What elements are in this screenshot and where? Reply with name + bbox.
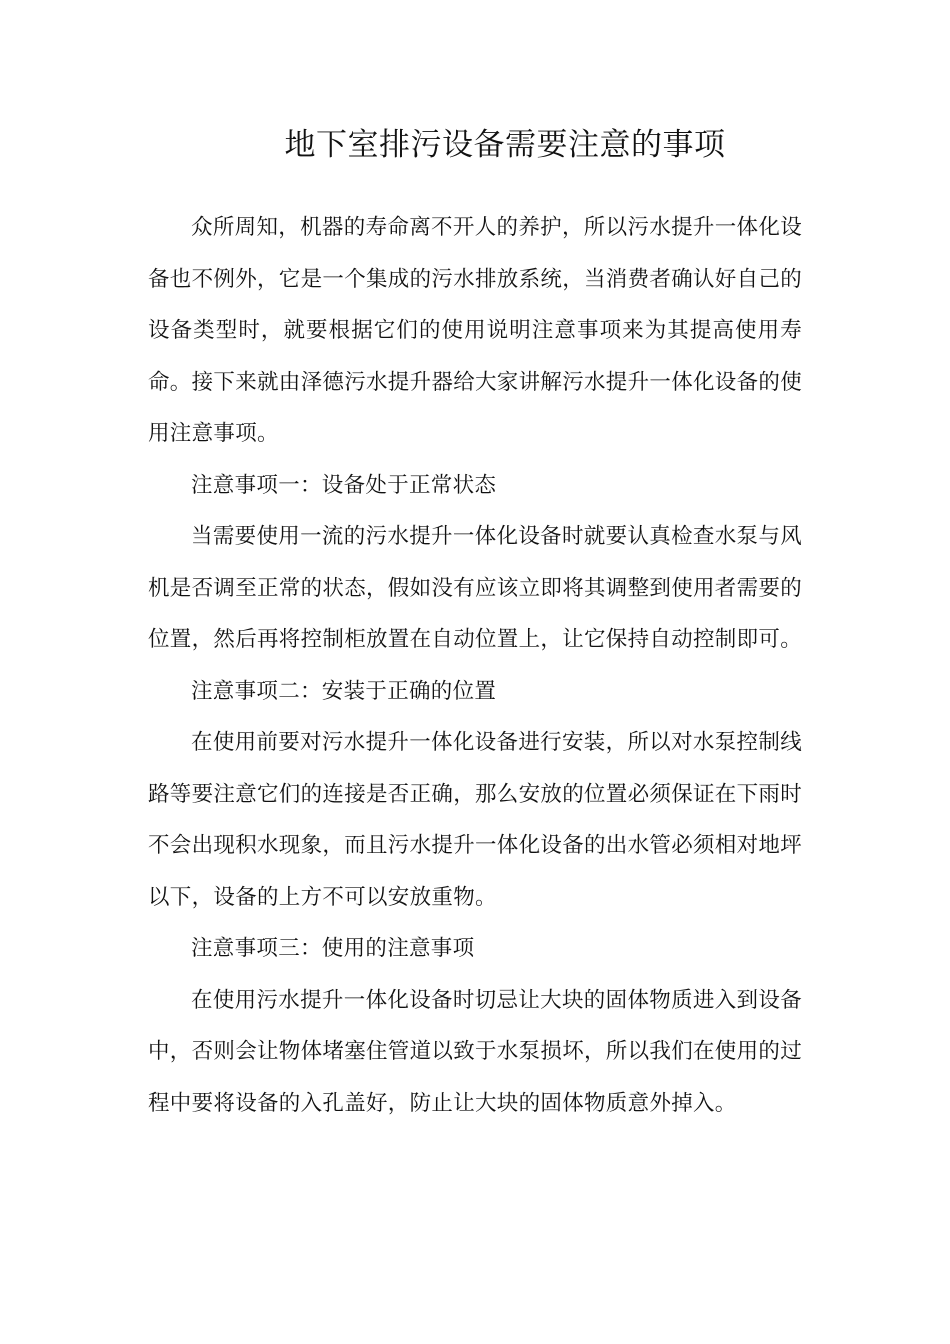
document-title: 地下室排污设备需要注意的事项 bbox=[284, 127, 726, 163]
section-paragraph-3: 在使用污水提升一体化设备时切忌让大块的固体物质进入到设备中，否则会让物体堵塞住管道以致于水泵损坏，所以我们在使用的过程中要将设备的入孔盖好，防止让大块的固体物质意外掉入。 bbox=[148, 987, 803, 1116]
section-heading-1: 注意事项一：设备处于正常状态 bbox=[191, 472, 497, 498]
document-body bbox=[148, 202, 802, 1129]
intro-paragraph: 众所周知，机器的寿命离不开人的养护，所以污水提升一体化设备也不例外，它是一个集成的污水排放系统，当消费者确认好自己的设备类型时，就要根据它们的使用说明注意事项来为其提高使用寿命。接下来就由泽德污水提升器给大家讲解污水提升一体化设备的使用注意事项。 bbox=[148, 215, 803, 446]
section-paragraph-2: 在使用前要对污水提升一体化设备进行安装，所以对水泵控制线路等要注意它们的连接是否正确，那么安放的位置必须保证在下雨时不会出现积水现象，而且污水提升一体化设备的出水管必须相对地坪以下，设备的上方不可以安放重物。 bbox=[148, 730, 803, 910]
section-paragraph-1: 当需要使用一流的污水提升一体化设备时就要认真检查水泵与风机是否调至正常的状态，假如没有应该立即将其调整到使用者需要的位置，然后再将控制柜放置在自动位置上，让它保持自动控制即可。 bbox=[148, 524, 803, 652]
document-content bbox=[148, 118, 802, 1129]
section-heading-3: 注意事项三：使用的注意事项 bbox=[191, 936, 475, 961]
section-heading-2: 注意事项二：安装于正确的位置 bbox=[191, 678, 497, 704]
